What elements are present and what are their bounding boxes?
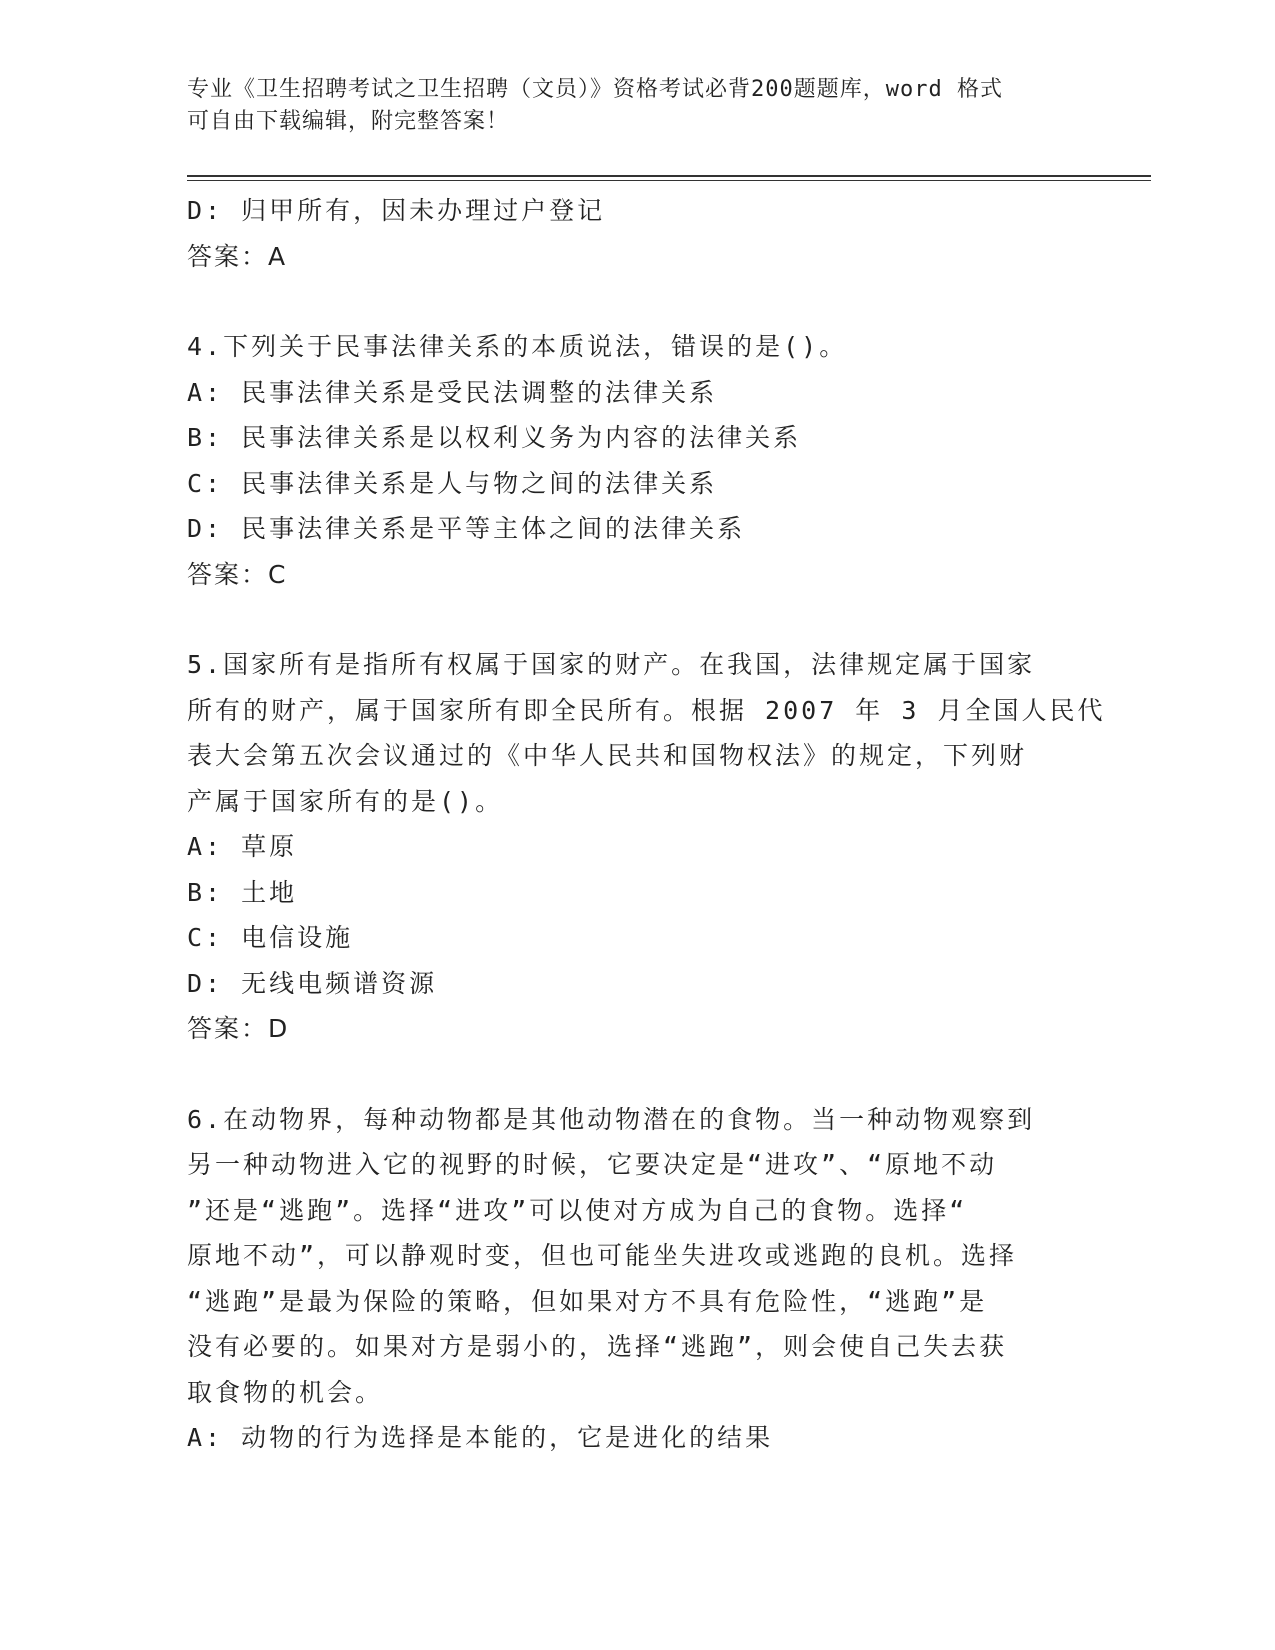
q5-option-d: D: 无线电频谱资源 bbox=[187, 968, 438, 998]
q6-question-line: 取食物的机会。 bbox=[187, 1377, 384, 1407]
question-list bbox=[187, 188, 1106, 1461]
header-divider-thin bbox=[187, 180, 1151, 181]
q5-question-line: 产属于国家所有的是()。 bbox=[187, 786, 504, 816]
q4-question: 4.下列关于民事法律关系的本质说法，错误的是()。 bbox=[187, 332, 848, 361]
question-6 bbox=[187, 1097, 1087, 1461]
header-title-line-2: 可自由下载编辑，附完整答案！ bbox=[187, 109, 510, 134]
question-3-tail bbox=[187, 188, 1087, 279]
q4-answer: 答案：C bbox=[187, 559, 288, 589]
header-divider-thick bbox=[187, 175, 1151, 177]
q4-option-d: D: 民事法律关系是平等主体之间的法律关系 bbox=[187, 514, 746, 543]
spacer bbox=[187, 279, 1087, 324]
q3-answer: 答案：A bbox=[187, 241, 288, 271]
q5-option-a: A: 草原 bbox=[187, 832, 298, 861]
q4-option-a: A: 民事法律关系是受民法调整的法律关系 bbox=[187, 377, 718, 407]
q6-question-line: ”还是“逃跑”。选择“进攻”可以使对方成为自己的食物。选择“ bbox=[187, 1195, 968, 1225]
q6-question-line: 原地不动”，可以静观时变，但也可能坐失进攻或逃跑的良机。选择 bbox=[187, 1241, 1018, 1270]
q6-option-a: A: 动物的行为选择是本能的，它是进化的结果 bbox=[187, 1423, 774, 1452]
q6-question-line: 另一种动物进入它的视野的时候，它要决定是“进攻”、“原地不动 bbox=[187, 1150, 998, 1179]
q6-question-line: “逃跑”是最为保险的策略，但如果对方不具有危险性，“逃跑”是 bbox=[187, 1286, 988, 1316]
q5-question-line: 5.国家所有是指所有权属于国家的财产。在我国，法律规定属于国家 bbox=[187, 650, 1036, 679]
q5-option-c: C: 电信设施 bbox=[187, 923, 354, 952]
q5-option-b: B: 土地 bbox=[187, 877, 298, 907]
q6-question-line: 6.在动物界，每种动物都是其他动物潜在的食物。当一种动物观察到 bbox=[187, 1104, 1036, 1134]
q3-option-d: D: 归甲所有，因未办理过户登记 bbox=[187, 196, 606, 225]
header-title-line-1: 专业《卫生招聘考试之卫生招聘（文员）》资格考试必背200题题库，word 格式 bbox=[187, 77, 1003, 102]
question-5 bbox=[187, 642, 1106, 1052]
q6-question-line: 没有必要的。如果对方是弱小的，选择“逃跑”，则会使自己失去获 bbox=[187, 1332, 1008, 1361]
spacer bbox=[187, 1052, 1087, 1097]
spacer bbox=[187, 597, 1087, 642]
q5-question-line: 所有的财产，属于国家所有即全民所有。根据 2007 年 3 月全国人民代 bbox=[187, 695, 1106, 725]
question-4 bbox=[187, 324, 1087, 597]
document-header bbox=[187, 74, 1067, 138]
q4-option-c: C: 民事法律关系是人与物之间的法律关系 bbox=[187, 468, 718, 498]
q5-answer: 答案：D bbox=[187, 1014, 290, 1043]
q4-option-b: B: 民事法律关系是以权利义务为内容的法律关系 bbox=[187, 423, 802, 452]
q5-question-line: 表大会第五次会议通过的《中华人民共和国物权法》的规定，下列财 bbox=[187, 741, 1028, 770]
